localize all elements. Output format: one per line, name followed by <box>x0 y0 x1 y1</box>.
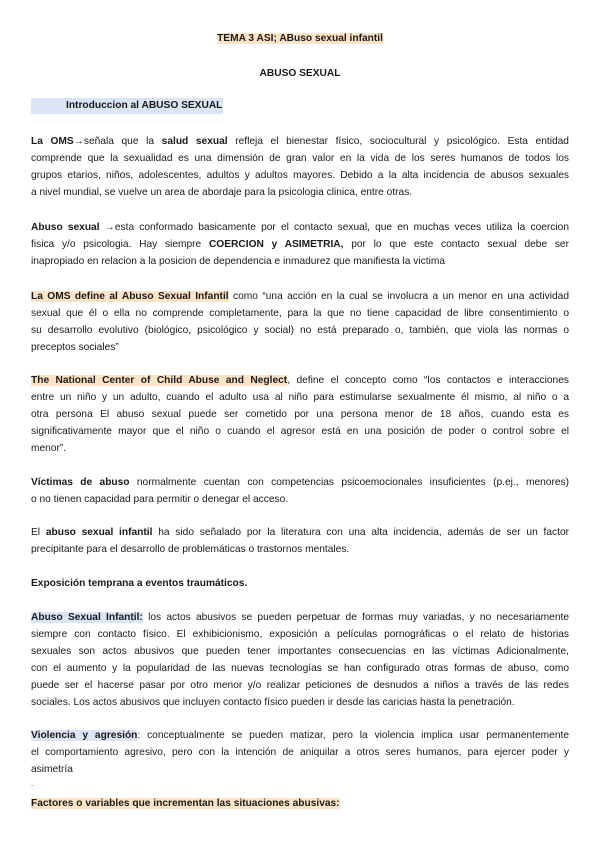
trauma-heading: Exposición temprana a eventos traumáticos. <box>31 578 248 589</box>
p8-line-6: sociales. Los actos abusivos que incluyen contacto físico pueden ir desde las caricias hasta la penetración. <box>31 697 515 708</box>
p6-line-1: El abuso sexual infantil ha sido señalado por la literatura con una alta incidencia, además de ser un factor <box>31 527 569 538</box>
intro-heading: Introduccion al ABUSO SEXUAL <box>66 100 223 111</box>
p1-line-4: a nivel mundial, se vuelve un area de abordaje para la psicologia clinica, entre otras. <box>31 187 413 198</box>
stray-dot: . <box>31 779 34 788</box>
p1-line-2: comprende que la sexualidad es una dimensión de gran valor en la vida de los seres humanos de todos los <box>31 153 569 164</box>
p3-line-3: su desarrollo evolutivo (biológico, psicológico y social) no está preparado o, también, que viola las normas o <box>31 325 569 336</box>
p6-line-2: precipitante para el desarrollo de problemáticas o trastornos mentales. <box>31 544 350 555</box>
p8-line-1: Abuso Sexual Infantil: los actos abusivos se pueden perpetuar de formas muy variadas, y no necesariamente <box>31 612 569 623</box>
p8-line-5: puede ser el hacerse pasar por otro menor y/o realizar peticiones de desnudos a niños a través de las redes <box>31 680 569 691</box>
p2-line-2: fisica y/o psicologia. Hay siempre COERCION y ASIMETRIA, por lo que este contacto sexual debe ser <box>31 239 569 250</box>
p8-line-3: sexuales son actos abusivos que pueden tener importantes consecuencias en las víctimas Adicionalmente, <box>31 646 569 657</box>
p3-line-4: preceptos sociales” <box>31 342 119 353</box>
p3-line-2: sexual que él o ella no comprende completamente, para la que no tiene capacidad de libre consentimiento o <box>31 308 569 319</box>
p4-line-1: The National Center of Child Abuse and Neglect, define el concepto como “los contactos e interacciones <box>31 375 569 386</box>
factors-heading: Factores o variables que incrementan las situaciones abusivas: <box>31 798 340 809</box>
p9-line-2: el comportamiento agresivo, pero con la intención de aniquilar a otros seres humanos, para ejercer poder y <box>31 747 569 758</box>
p2-line-3: inapropiado en relacion a la posicion de dependencia e inmadurez que manifiesta la victima <box>31 256 445 267</box>
p4-line-5: menor”. <box>31 443 67 454</box>
p8-line-2: siempre con contacto físico. El exhibicionismo, exposición a películas pornográficas o el relato de historias <box>31 629 569 640</box>
p5-line-1: Víctimas de abuso normalmente cuentan con competencias psicoemocionales insuficientes (p.ej., menores) <box>31 477 569 488</box>
p9-line-1: Violencia y agresión: conceptualmente se pueden matizar, pero la violencia implica usar permanentemente <box>31 730 569 741</box>
p4-line-2: entre un niño y un adulto, cuando el adulto usa al niño para estimularse sexualmente él mismo, al niño o a <box>31 392 569 403</box>
document-title: TEMA 3 ASI; ABuso sexual infantil <box>217 33 383 44</box>
p3-line-1: La OMS define al Abuso Sexual Infantil como “una acción en la cual se involucra a un menor en una actividad <box>31 291 570 302</box>
p2-line-1: Abuso sexual →esta conformado basicamente por el contacto sexual, que en muchas veces utiliza la coercion <box>31 222 569 233</box>
p4-line-3: otra persona El abuso sexual puede ser cometido por una persona menor de 18 años, cuando esta es <box>31 409 569 420</box>
p5-line-2: o no tienen capacidad para permitir o denegar el acceso. <box>31 494 289 505</box>
p1-line-1: La OMS→señala que la salud sexual refleja el bienestar físico, sociocultural y psicológico. Esta entidad <box>31 136 569 147</box>
p1-line-3: grupos etarios, niños, adolescentes, adultos y adultos mayores. Debido a la alta incidencia de abusos sexuales <box>31 170 569 181</box>
p8-line-4: con el aumento y la popularidad de las nuevas tecnologías se han configurado otras formas de abuso, como <box>31 663 569 674</box>
section-title: ABUSO SEXUAL <box>259 68 341 79</box>
p4-line-4: significativamente mayor que el niño o cuando el agresor está en una posición de poder o control sobre el <box>31 426 569 437</box>
p9-line-3: asimetría <box>31 764 73 775</box>
